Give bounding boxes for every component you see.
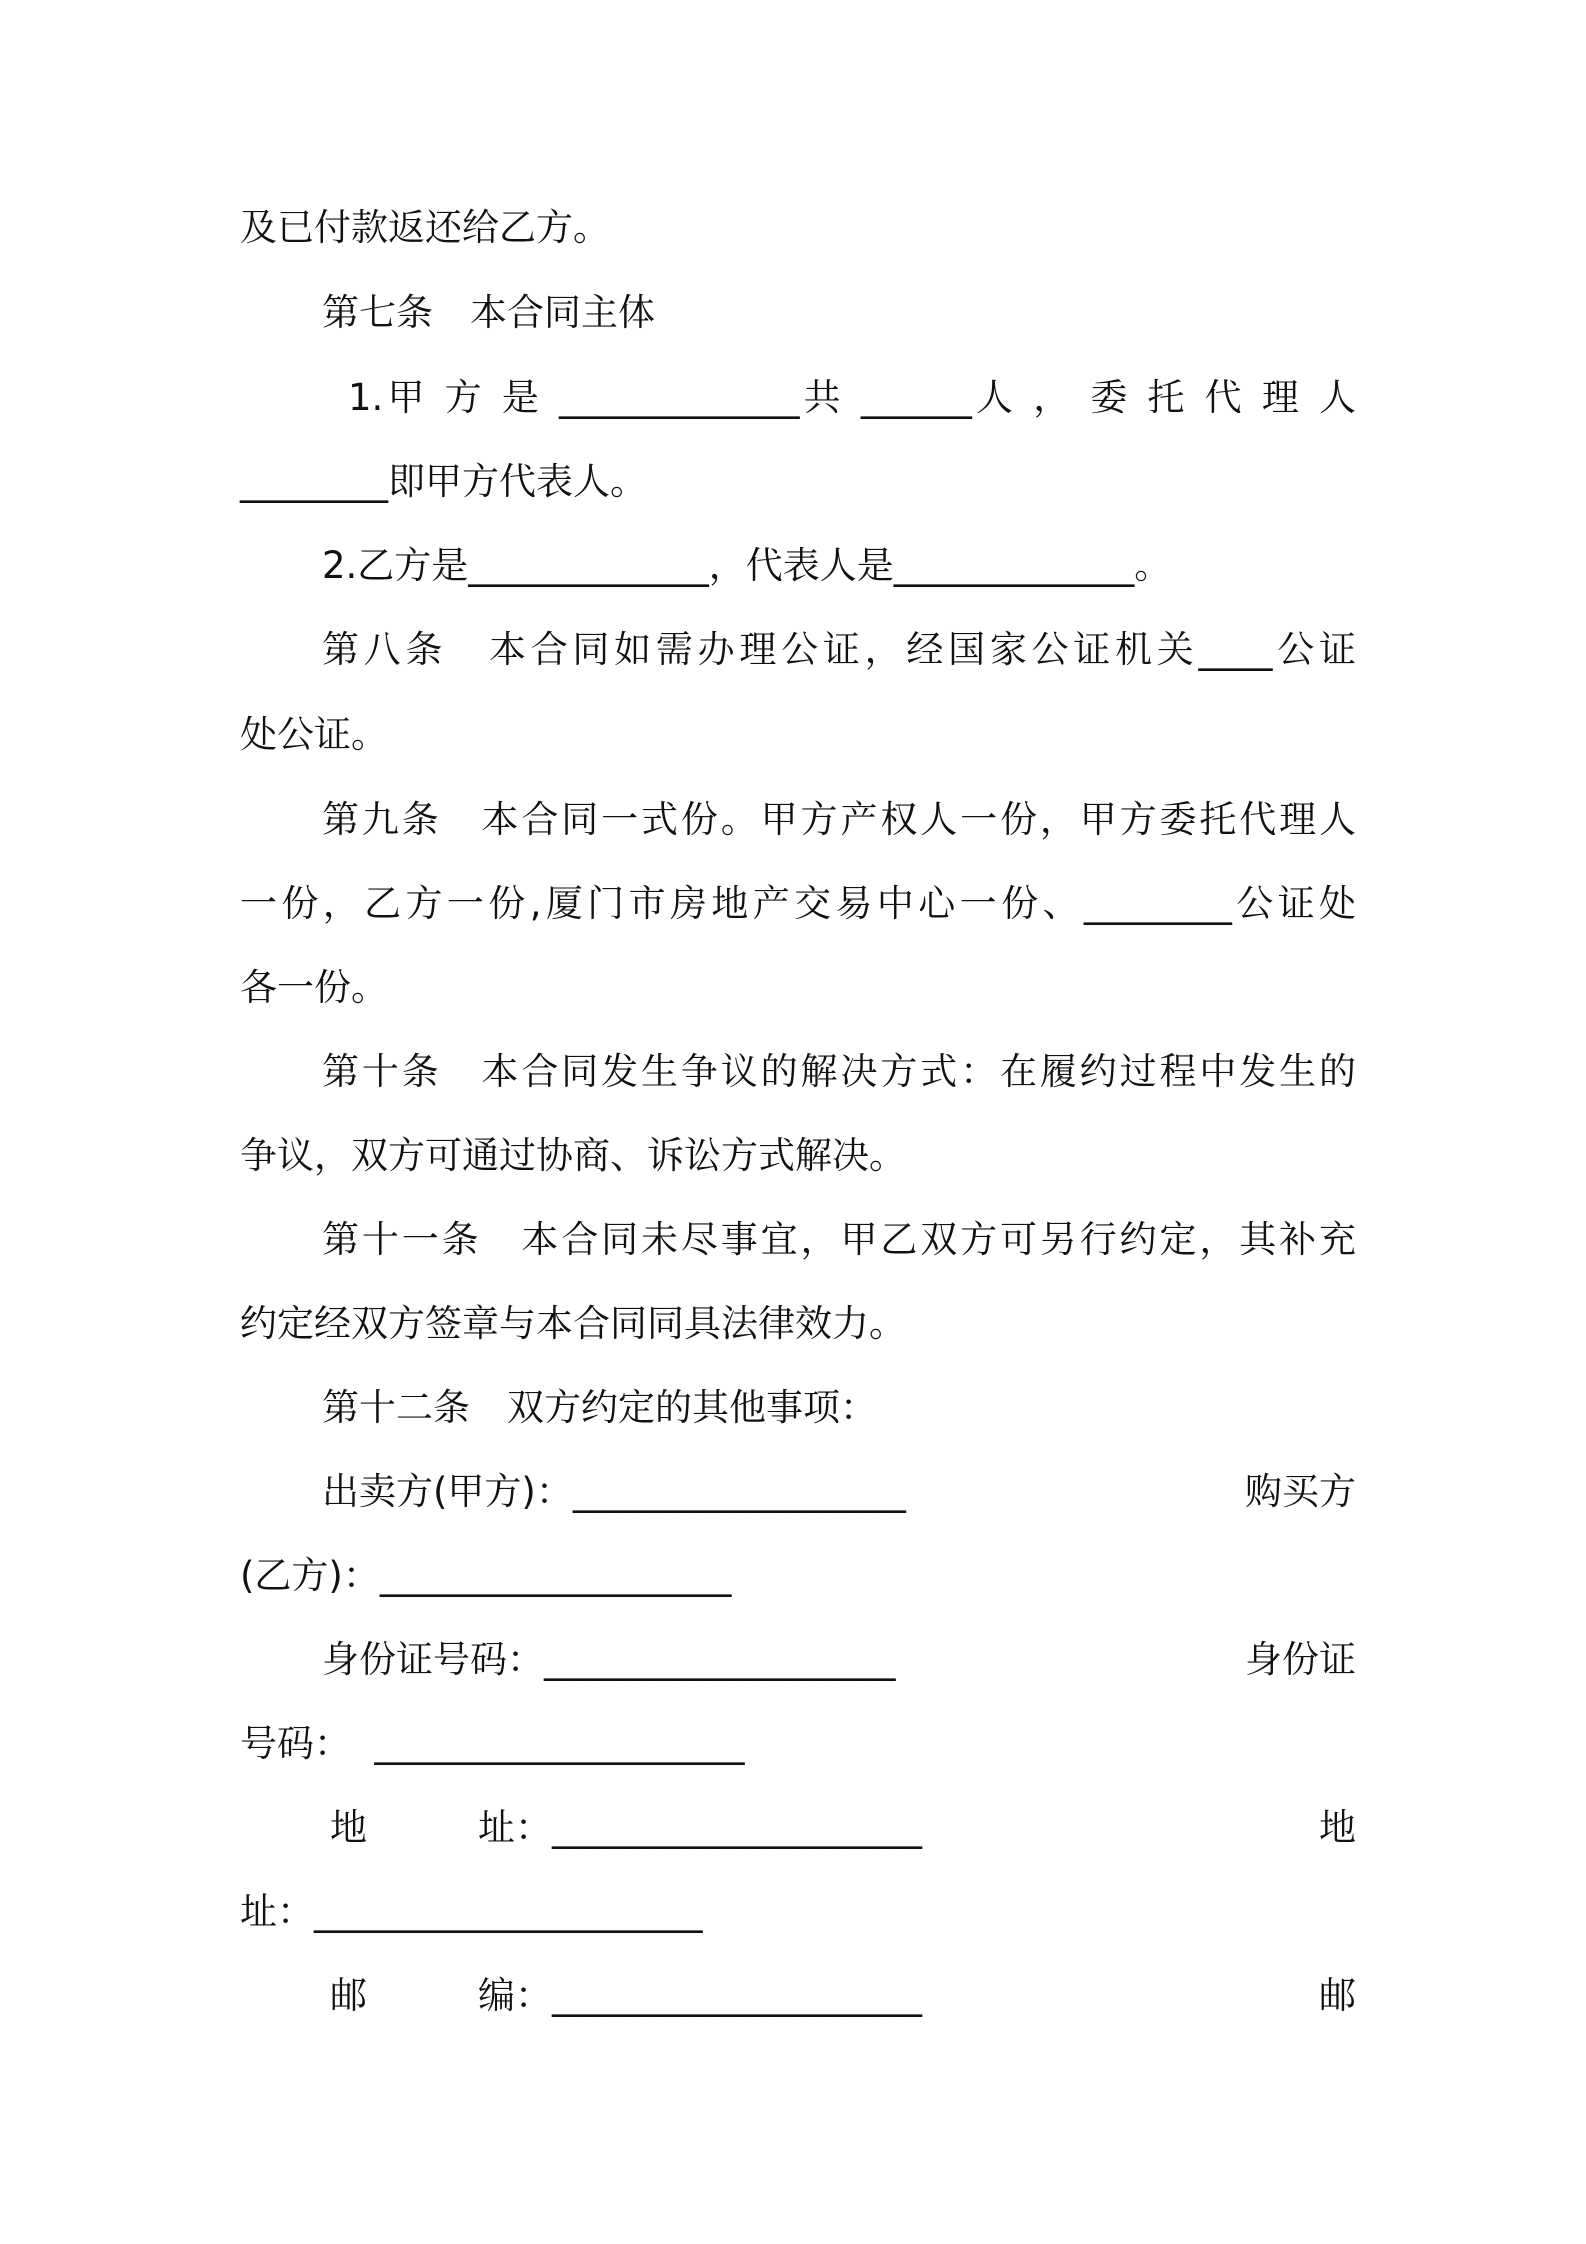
buyer-postcode-head: 邮 (1319, 1974, 1356, 2017)
text-line: 争议，双方可通过协商、诉讼方式解决。 (240, 1134, 906, 1177)
seller-id-number: 身份证号码：___________________ (322, 1638, 896, 1681)
article-12-heading: 第十二条 双方约定的其他事项： (322, 1386, 877, 1429)
article-8-text: 第八条 本合同如需办理公证，经国家公证机关____公证 (322, 628, 1356, 671)
buyer-id-tail: 号码： ____________________ (240, 1722, 745, 1765)
buyer-label-head: 购买方 (1245, 1470, 1356, 1513)
buyer-address-tail: 址：_____________________ (240, 1890, 703, 1933)
text-line: 处公证。 (240, 713, 388, 756)
text-line: 各一份。 (240, 966, 388, 1009)
text-line: 约定经双方签章与本合同同具法律效力。 (240, 1302, 906, 1345)
text-line: 1.甲 方 是 _____________共 ______人 ， 委 托 代 理 人 (348, 376, 1356, 419)
text-line: 一份，乙方一份,厦门市房地产交易中心一份、________公证处 (240, 882, 1356, 925)
buyer-label-tail: (乙方)：___________________ (240, 1554, 732, 1597)
seller-address: 地 址：____________________ (330, 1806, 922, 1849)
buyer-id-head: 身份证 (1245, 1638, 1356, 1681)
seller-label: 出卖方(甲方)：__________________ (322, 1470, 906, 1513)
text-line: ________即甲方代表人。 (240, 460, 647, 503)
article-9-text: 第九条 本合同一式份。甲方产权人一份，甲方委托代理人 (322, 798, 1356, 841)
buyer-address-head: 地 (1319, 1806, 1356, 1849)
article-10-text: 第十条 本合同发生争议的解决方式：在履约过程中发生的 (322, 1050, 1356, 1093)
text-line: 2.乙方是_____________，代表人是_____________。 (322, 544, 1172, 587)
article-7-heading: 第七条 本合同主体 (322, 291, 655, 334)
text-line: 及已付款返还给乙方。 (240, 206, 610, 249)
article-11-text: 第十一条 本合同未尽事宜，甲乙双方可另行约定，其补充 (322, 1218, 1356, 1261)
seller-postcode: 邮 编：____________________ (330, 1974, 922, 2017)
